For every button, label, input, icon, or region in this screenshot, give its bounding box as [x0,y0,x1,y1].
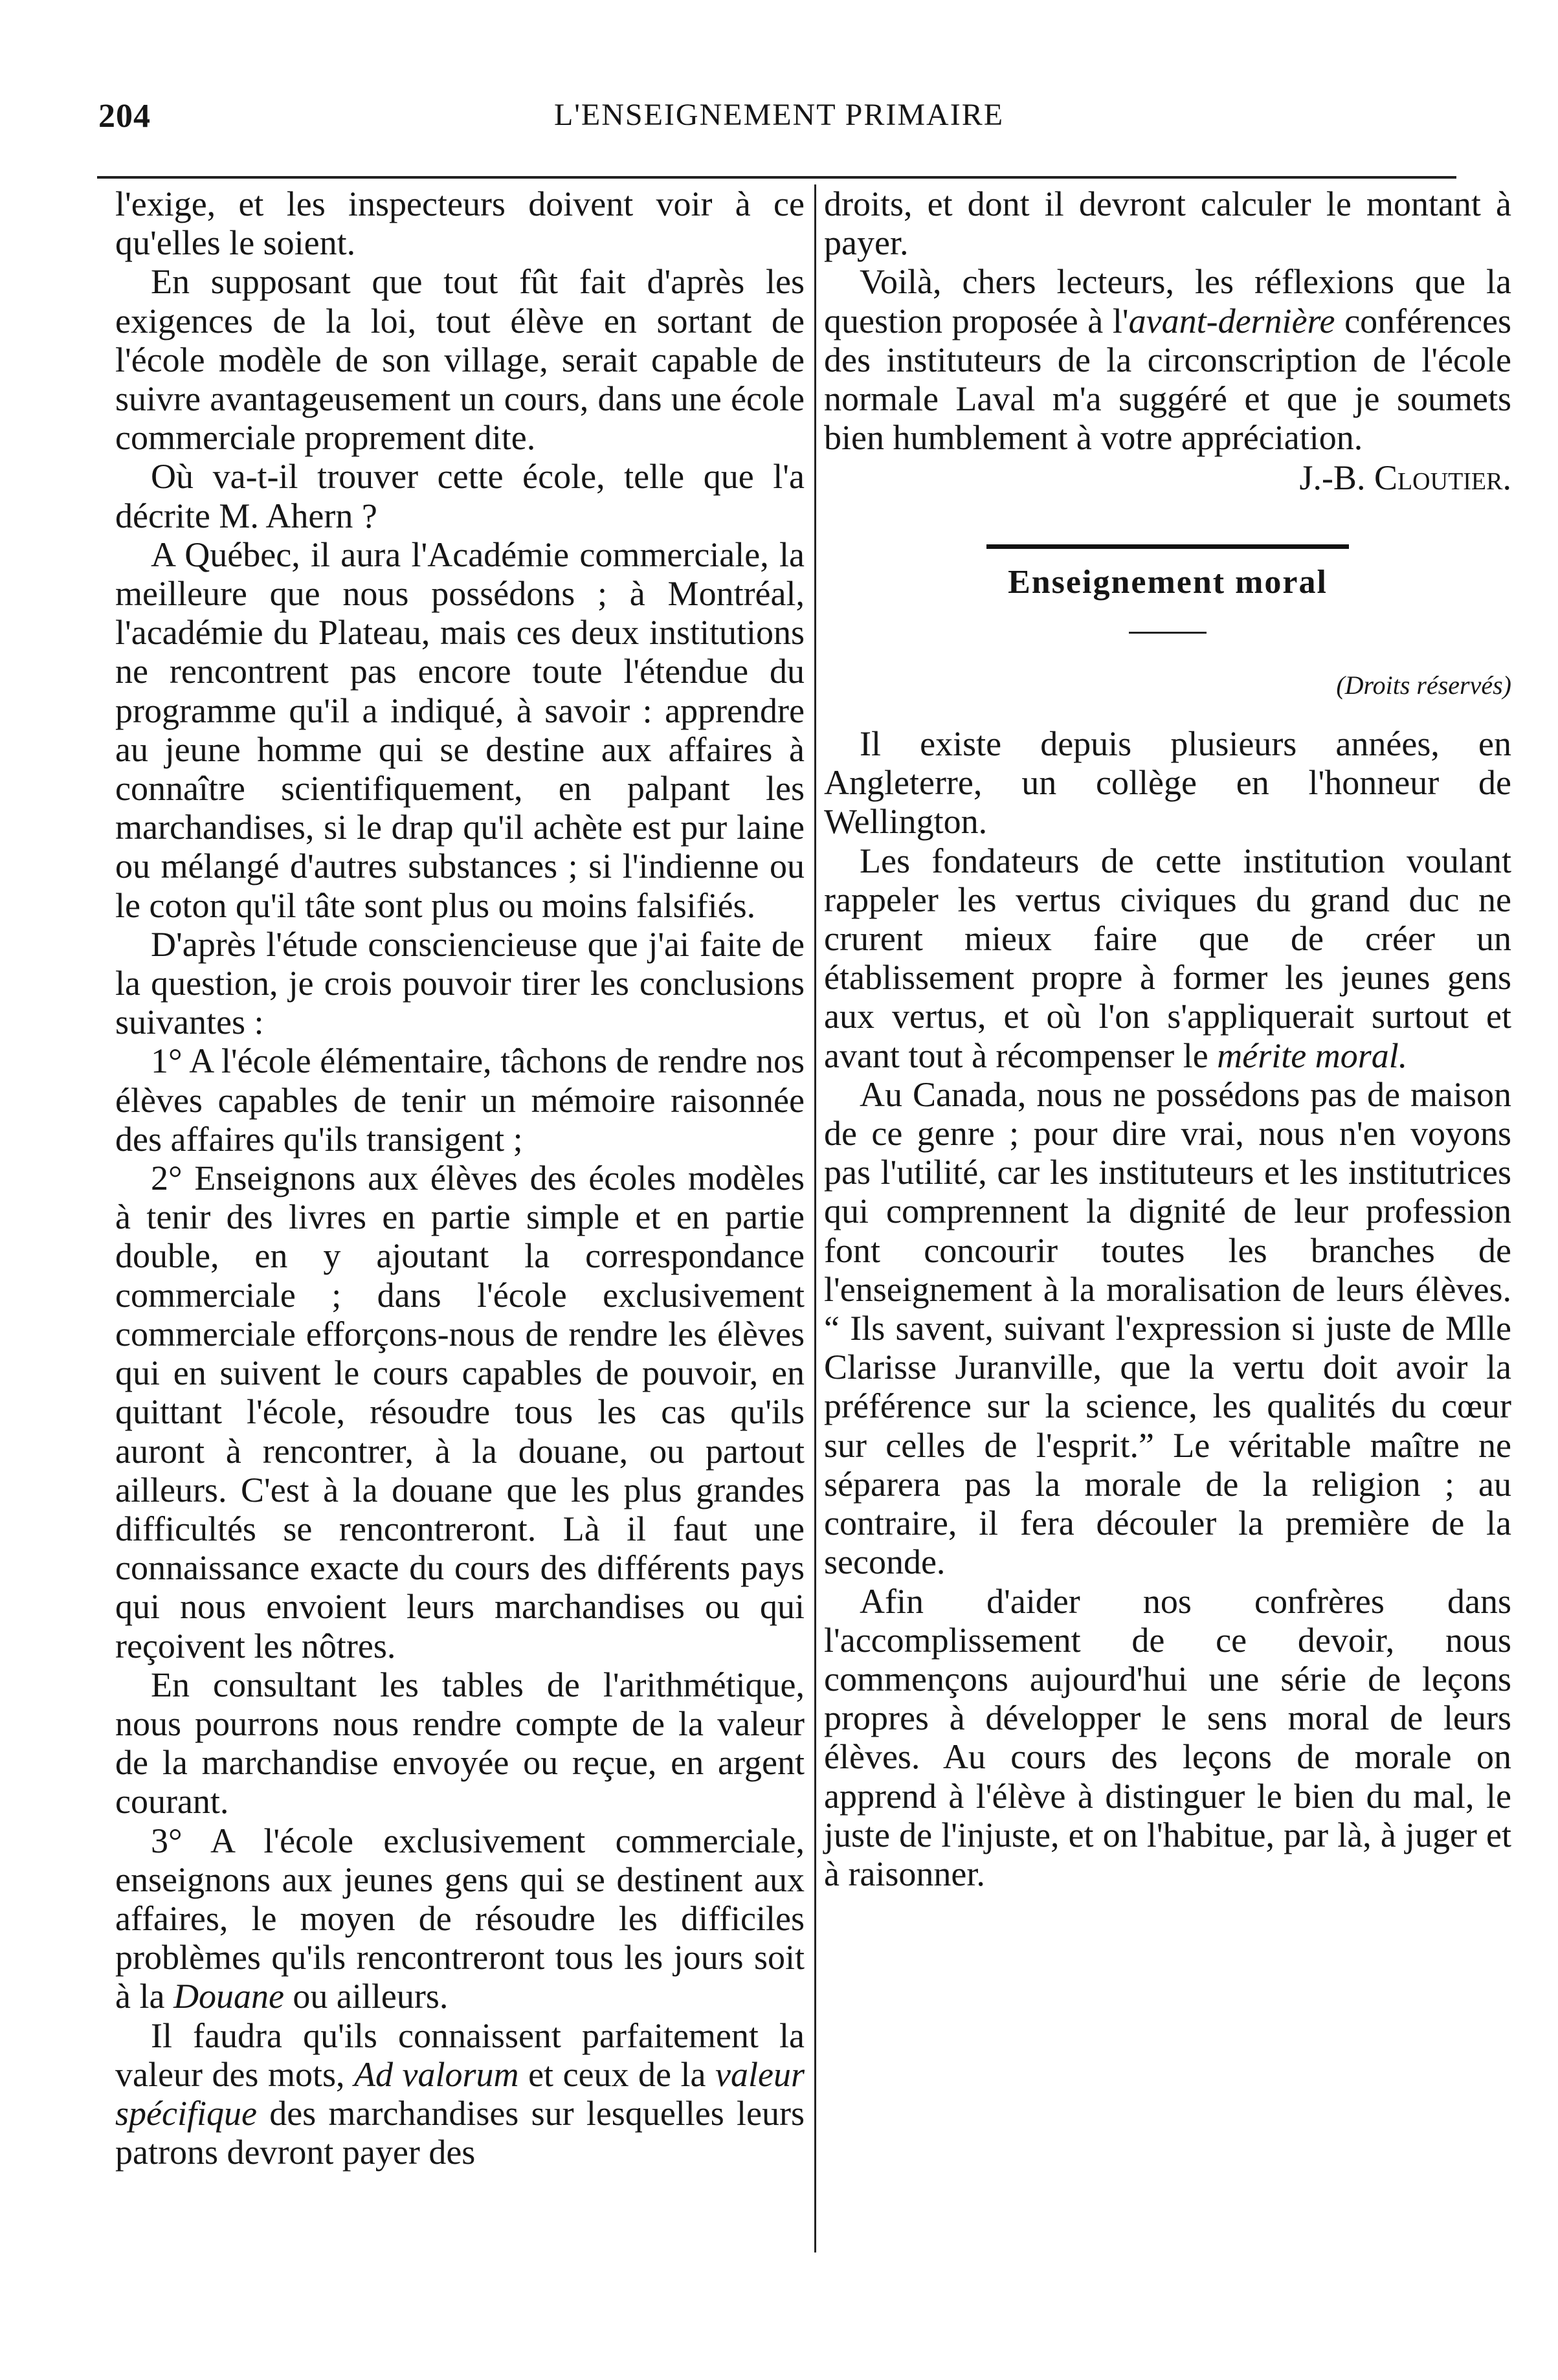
paragraph [115,2016,805,2172]
paragraph: droits, et dont il devront calculer le montant à payer. [824,184,1511,263]
page-number: 204 [98,98,151,135]
text-run: Les fondateurs de cette institution voulant rappeler les vertus civiques du grand duc ne crurent mieux faire que de créer un établissement propre à former les jeunes gens aux vertus, et où l'on s'appliquerait surtout et avant tout à récompenser le [824,841,1511,1075]
paragraph: Il existe depuis plusieurs années, en Angleterre, un collège en l'honneur de Wellington. [824,724,1511,841]
italic-term-avant-derniere: avant-dernière [1128,301,1335,340]
paragraph: D'après l'étude consciencieuse que j'ai faite de la question, je crois pouvoir tirer les conclusions suivantes : [115,924,805,1042]
text-run: Voilà, chers lecteurs, les réflexions que la question proposée à l' [824,262,1511,340]
page-header [97,97,1461,162]
paragraph: En supposant que tout fût fait d'après les exigences de la loi, tout élève en sortant de l'école modèle de son village, serait capable de suivre avantageusement un cours, dans une école commerciale proprement dite. [115,262,805,458]
italic-term-ad-valorum: Ad valorum [354,2054,519,2094]
text-run: des marchandises sur lesquelles leurs patrons devront payer des [115,2093,805,2172]
paragraph: 1° A l'école élémentaire, tâchons de rendre nos élèves capables de tenir un mémoire raisonnée des affaires qu'ils transigent ; [115,1041,805,1159]
rights-notice: (Droits réservés) [1336,670,1511,700]
paragraph [115,1821,805,2016]
section-title: Enseignement moral [1008,563,1328,601]
text-run: 3° A l'école exclusivement commerciale, enseignons aux jeunes gens qui se destinent aux affaires, le moyen de résoudre les difficiles problèmes qu'ils rencontreront tous les jours soit à la [115,1821,805,2016]
text-run: conférences des instituteurs de la circonscription de l'école normale Laval m'a suggéré et que je soumets bien humblement à votre appréciation. [824,301,1511,458]
column-divider [814,184,816,2252]
paragraph [824,841,1511,1075]
left-column [115,184,805,2172]
paragraph: Au Canada, nous ne possédons pas de maison de ce genre ; pour dire vrai, nous n'en voyons pas l'utilité, car les instituteurs et les institutrices qui comprennent la dignité de leur profession font concourir toutes les branches de l'enseignement à la moralisation de leurs élèves. “ Ils savent, suivant l'expression si juste de Mlle Clarisse Juranville, que la vertu doit avoir la préférence sur la science, les qualités du cœur sur celles de l'esprit.” Le véritable maître ne séparera pas la morale de la religion ; au contraire, il fera découler la première de la seconde. [824,1074,1511,1582]
paragraph: l'exige, et les inspecteurs doivent voir à ce qu'elles le soient. [115,184,805,263]
right-column [824,184,1511,1893]
text-run: Il faudra qu'ils connaissent parfaitement la valeur des mots, [115,2016,805,2094]
author-signature: J.-B. Cloutier. [1299,458,1511,498]
italic-term-valeur-specifique: valeur spécifique [115,2054,805,2133]
paragraph: En consultant les tables de l'arithmétique, nous pourrons nous rendre compte de la valeur de la marchandise envoyée ou reçue, en argent courant. [115,1665,805,1821]
paragraph: A Québec, il aura l'Académie commerciale, la meilleure que nous possédons ; à Montréal, l'académie du Plateau, mais ces deux institutions ne rencontrent pas encore toute l'étendue du programme qu'il a indiqué, à savoir : apprendre au jeune homme qui se destine aux affaires à connaître scientifiquement, en palpant les marchandises, si le drap qu'il achète est pur laine ou mélangé d'autres substances ; si l'indienne ou le coton qu'il tâte sont plus ou moins falsifiés. [115,535,805,925]
text-run: ou ailleurs. [284,1977,449,2016]
header-rule [97,176,1456,179]
italic-term-merite-moral: mérite moral. [1217,1036,1408,1075]
section-separator-rule [986,544,1349,549]
paragraph: 2° Enseignons aux élèves des écoles modèles à tenir des livres en partie simple et en partie double, en y ajoutant la correspondance commerciale ; dans l'école exclusivement commerciale efforçons-nous de rendre les élèves qui en suivent le cours capables de pouvoir, en quittant l'école, résoudre tous les cas qu'ils auront à rencontrer, à la douane, ou partout ailleurs. C'est à la douane que les plus grandes difficultés se rencontreront. Là il faut une connaissance exacte du cours des différents pays qui nous envoient leurs marchandises ou qui reçoivent les nôtres. [115,1159,805,1665]
paragraph: Afin d'aider nos confrères dans l'accomplissement de ce devoir, nous commençons aujourd'hui une série de leçons propres à développer le sens moral de leurs élèves. Au cours des leçons de morale on apprend à l'élève à distinguer le bien du mal, le juste de l'injuste, et on l'habitue, par là, à juger et à raisonner. [824,1581,1511,1893]
paragraph [824,262,1511,457]
paragraph: Où va-t-il trouver cette école, telle que l'a décrite M. Ahern ? [115,457,805,535]
title-underline-rule [1129,632,1207,634]
running-title: L'ENSEIGNEMENT PRIMAIRE [553,98,1005,132]
text-run: et ceux de la [518,2054,716,2094]
italic-term-douane: Douane [173,1977,284,2016]
